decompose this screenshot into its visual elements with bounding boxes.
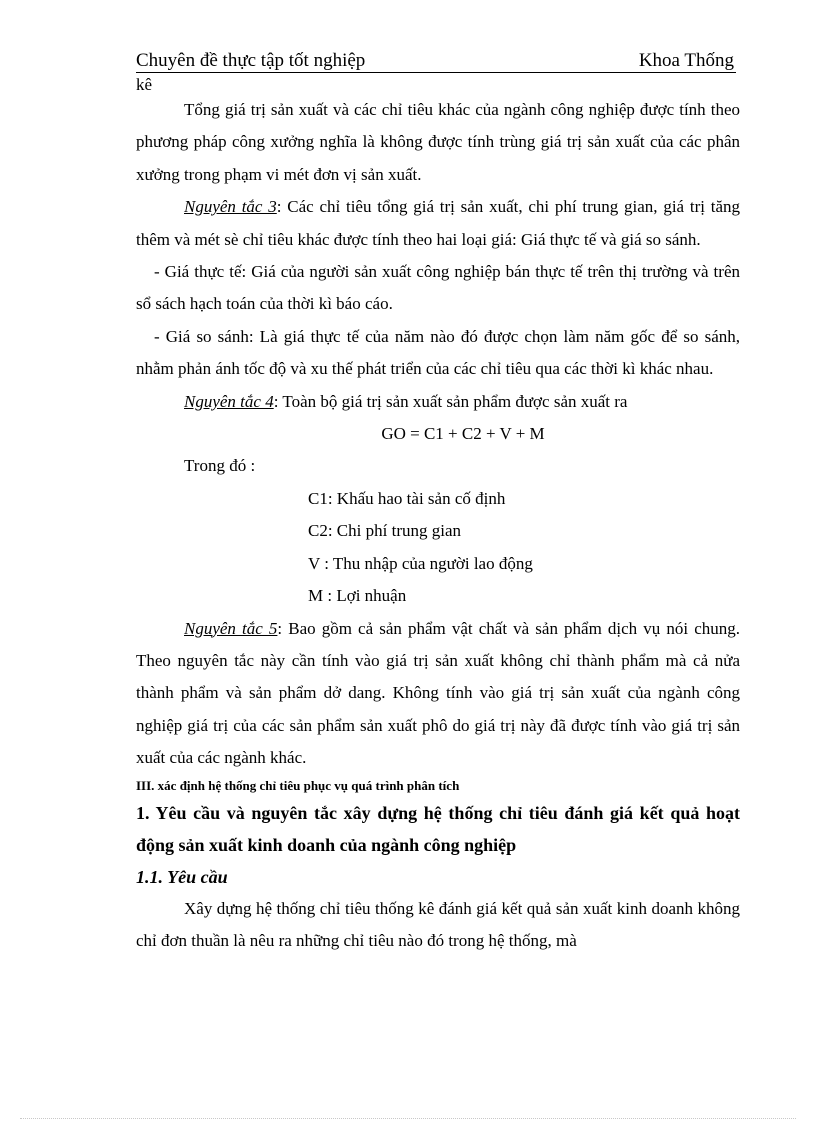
- heading-1: 1. Yêu cầu và nguyên tắc xây dựng hệ thống chỉ tiêu đánh giá kết quả hoạt động sản xuất kinh doanh của ngành công nghiệp: [136, 802, 740, 855]
- text-nguyen-tac-4: : Toàn bộ giá trị sản xuất sản phẩm được sản xuất ra: [273, 391, 628, 411]
- paragraph-gia-thuc-te: - Giá thực tế: Giá của người sản xuất công nghiệp bán thực tế trên thị trường và trên sổ sách hạch toán của thời kì báo cáo.: [136, 262, 740, 314]
- page-header: [136, 48, 736, 73]
- list-item: M : Lợi nhuận: [308, 586, 407, 606]
- paragraph-nguyen-tac-3: [136, 191, 740, 256]
- header-left-title: Chuyên đề thực tập tốt nghiệp: [136, 50, 366, 71]
- label-nguyen-tac-4: Nguyên tắc 4: [184, 391, 274, 411]
- list-item: C1: Khấu hao tài sản cố định: [308, 488, 506, 508]
- paragraph-nguyen-tac-4: [136, 386, 740, 418]
- text-nguyen-tac-3: : Các chỉ tiêu tổng giá trị sản xuất, chi phí trung gian, giá trị tăng thêm và mét sè chỉ tiêu khác được tính theo hai loại giá: Giá thực tế và giá so sánh.: [136, 197, 741, 249]
- document-body: [136, 94, 740, 957]
- heading-1-1: 1.1. Yêu cầu: [136, 866, 228, 887]
- paragraph-gia-so-sanh: - Giá so sánh: Là giá thực tế của năm nào đó được chọn làm năm gốc để so sánh, nhằm phản ánh tốc độ và xu thế phát triển của các chỉ tiêu qua các thời kì khác nhau.: [136, 326, 740, 379]
- list-item: C2: Chi phí trung gian: [308, 521, 461, 541]
- paragraph-closing: Xây dựng hệ thống chỉ tiêu thống kê đánh giá kết quả sản xuất kinh doanh không chỉ đơn thuần là nêu ra những chỉ tiêu nào đó trong hệ thống, mà: [136, 898, 740, 950]
- label-nguyen-tac-5: Nguyên tắc 5: [184, 618, 278, 638]
- text-nguyen-tac-5: : Bao gồm cả sản phẩm vật chất và sản phẩm dịch vụ nói chung. Theo nguyên tắc này cần tính vào giá trị sản xuất không chỉ thành phẩm mà cả nửa thành phẩm và sản phẩm dở dang. Không tính vào giá trị sản xuất của ngành công nghiệp giá trị của các sản phẩm sản xuất phô do giá trị này đã được tính vào giá trị sản xuất của các ngành khác.: [136, 618, 740, 768]
- header-right-title: Khoa Thống: [638, 50, 734, 71]
- paragraph-1: Tổng giá trị sản xuất và các chỉ tiêu khác của ngành công nghiệp được tính theo phương pháp công xưởng nghĩa là không được tính trùng giá trị sản xuất của các phân xưởng trong phạm vi mét đơn vị sản xuất.: [136, 100, 740, 184]
- trong-do-label: Trong đó :: [184, 456, 256, 476]
- page-bottom-divider: [20, 1118, 796, 1119]
- section-heading-iii: III. xác định hệ thống chỉ tiêu phục vụ quá trình phân tích: [136, 777, 460, 793]
- list-item: V : Thu nhập của người lao động: [308, 553, 533, 573]
- paragraph-nguyen-tac-5: [136, 613, 740, 775]
- label-nguyen-tac-3: Nguyên tắc 3: [184, 197, 277, 217]
- formula: GO = C1 + C2 + V + M: [381, 424, 545, 444]
- header-wrap-text: kê: [136, 75, 153, 94]
